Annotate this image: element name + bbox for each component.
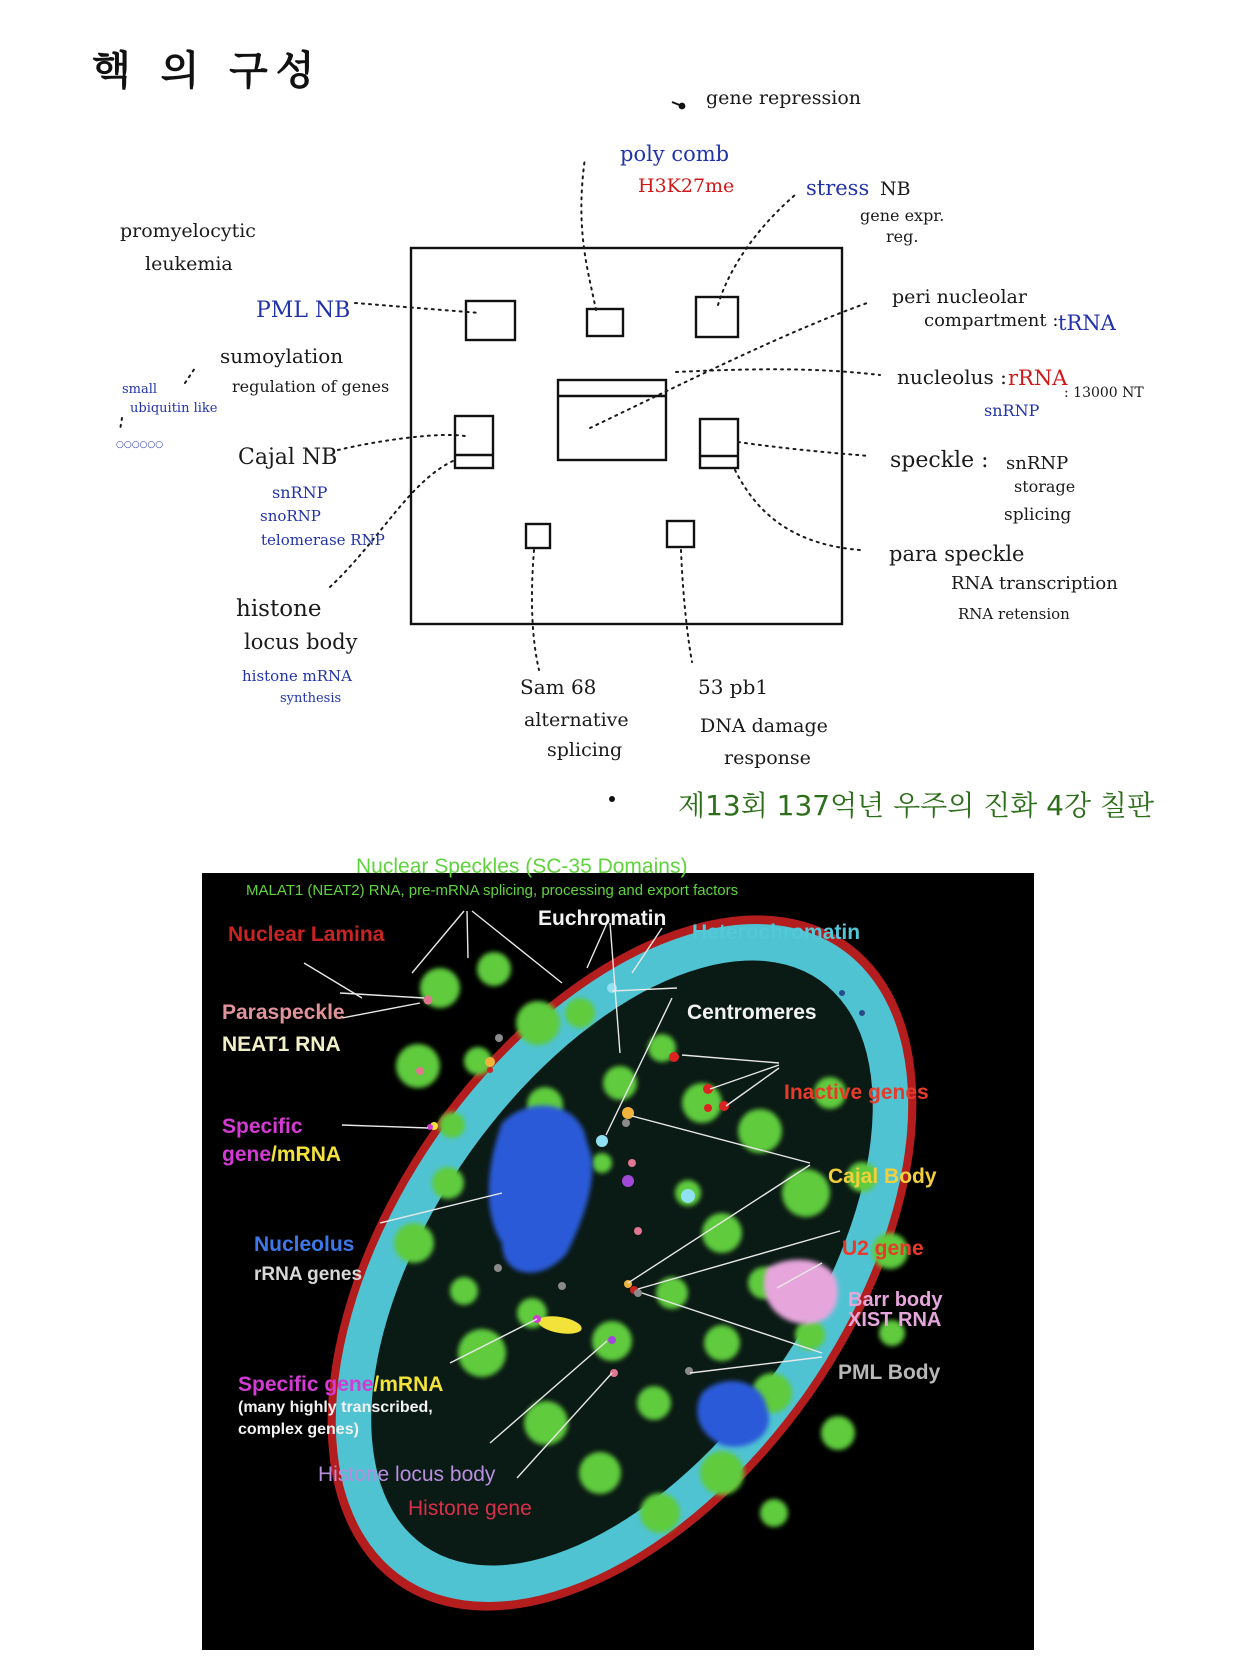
cajal-nb-box <box>455 416 493 468</box>
xist-rna-label: XIST RNA <box>848 1309 942 1331</box>
speckles-title: Nuclear Speckles (SC-35 Domains) <box>356 855 688 878</box>
heterochromatin-label: Heterochromatin <box>692 921 861 944</box>
histone-mrna-label: histone mRNA <box>242 667 352 685</box>
polycomb-label: poly comb <box>620 142 730 166</box>
paraspeckle-label: para speckle <box>889 542 1025 566</box>
sam68-box <box>526 524 550 548</box>
stress-nb-label: stress <box>806 176 870 200</box>
compartment-label: compartment : <box>924 310 1059 331</box>
specific-gene-words: Specific gene <box>238 1373 374 1396</box>
micrograph-drawing <box>202 873 1034 1650</box>
speckle-label: speckle : <box>890 448 989 473</box>
stress-nb-suffix: NB <box>880 178 911 200</box>
nucleolus-box <box>558 380 666 460</box>
cajal-nb-label: Cajal NB <box>238 445 338 470</box>
specific-gene-mrna-label-2 <box>238 1373 443 1396</box>
nuclear-lamina-label: Nuclear Lamina <box>228 923 385 946</box>
page-title: 핵 의 구성 <box>92 48 323 94</box>
sumoylation-label: sumoylation <box>220 344 344 368</box>
mrna-word: /mRNA <box>271 1143 342 1166</box>
nucleolus-rrna-label: rRNA <box>1008 366 1068 390</box>
complex-genes-label: complex genes) <box>238 1421 359 1438</box>
53bp1-label: 53 pb1 <box>698 675 769 699</box>
speckle-box <box>700 419 738 468</box>
nucleus-micrograph <box>202 855 1034 1650</box>
nucleolus-label: nucleolus : <box>897 365 1007 389</box>
dna-damage-label: DNA damage <box>700 715 828 737</box>
mrna-word-2: /mRNA <box>373 1373 444 1396</box>
histone-locus-body-label: Histone locus body <box>318 1463 496 1486</box>
many-transcribed-label: (many highly transcribed, <box>238 1399 433 1416</box>
histone-synthesis-label: synthesis <box>280 691 342 706</box>
cajal-body-label: Cajal Body <box>828 1165 937 1188</box>
ubiquitin-like-label: ubiquitin like <box>130 401 218 416</box>
histone-gene-label: Histone gene <box>408 1497 532 1520</box>
perinucleolar-label: peri nucleolar <box>892 286 1027 308</box>
nucleus-outline <box>411 248 842 624</box>
u2-gene-label: U2 gene <box>842 1237 924 1260</box>
centromeres-label: Centromeres <box>687 1001 817 1024</box>
cajal-snorn-label: snoRNP <box>260 507 321 525</box>
euchromatin-label: Euchromatin <box>538 907 667 930</box>
neat1-label: NEAT1 RNA <box>222 1033 341 1056</box>
sam68-label: Sam 68 <box>520 675 597 699</box>
regulation-label: regulation of genes <box>232 377 390 396</box>
small-label: small <box>122 382 158 397</box>
leukemia-label: leukemia <box>145 253 233 275</box>
specific-label: Specific <box>222 1115 303 1138</box>
h3k27me-label: H3K27me <box>638 175 735 197</box>
speckle-snrnp-label: snRNP <box>1006 453 1069 474</box>
speckle-storage-label: storage <box>1014 477 1076 496</box>
gene-word: gene <box>222 1143 272 1166</box>
inactive-genes-label: Inactive genes <box>784 1081 929 1104</box>
small-glyphs: ○○○○○○ <box>116 440 164 450</box>
pml-nb-box <box>466 301 515 340</box>
nucleolus-label: Nucleolus <box>254 1233 355 1256</box>
53bp1-box <box>667 521 694 547</box>
barr-body-label: Barr body <box>848 1289 943 1311</box>
pml-body-label: PML Body <box>838 1361 941 1384</box>
stress-nb-box <box>696 297 738 337</box>
blackboard-caption: 제13회 137억년 우주의 진화 4강 칠판 <box>678 789 1154 822</box>
alt-splicing-label-2: splicing <box>547 739 623 761</box>
paraspeckle-label: Paraspeckle <box>222 1001 345 1024</box>
nucleolus-snrnp-label: snRNP <box>984 401 1040 420</box>
speckles-subtitle: MALAT1 (NEAT2) RNA, pre-mRNA splicing, processing and export factors <box>246 882 739 899</box>
gene-expr-label: gene expr. <box>860 206 945 225</box>
promyelocytic-label: promyelocytic <box>120 220 256 242</box>
locus-body-label: locus body <box>244 630 358 654</box>
dna-response-label: response <box>724 747 811 769</box>
histone-label: histone <box>236 596 322 622</box>
speckle-splicing-label: splicing <box>1004 505 1072 525</box>
alt-splicing-label: alternative <box>524 709 629 731</box>
nucleolus-size-label: : 13000 NT <box>1064 385 1144 401</box>
gene-expr-reg-label: reg. <box>886 227 919 246</box>
paraspeckle-transcription-label: RNA transcription <box>951 573 1118 594</box>
rrna-genes-label: rRNA genes <box>254 1264 363 1285</box>
perinucleolar-rna-label: tRNA <box>1058 311 1116 335</box>
cajal-telomerase-label: telomerase RNP <box>261 531 385 549</box>
polycomb-box <box>587 309 623 336</box>
paraspeckle-retension-label: RNA retension <box>958 605 1070 623</box>
gene-repression-label: gene repression <box>706 87 861 109</box>
specific-gene-mrna-label <box>222 1143 341 1166</box>
pml-nb-label: PML NB <box>256 298 351 323</box>
cajal-snrnp-label: snRNP <box>272 483 328 502</box>
